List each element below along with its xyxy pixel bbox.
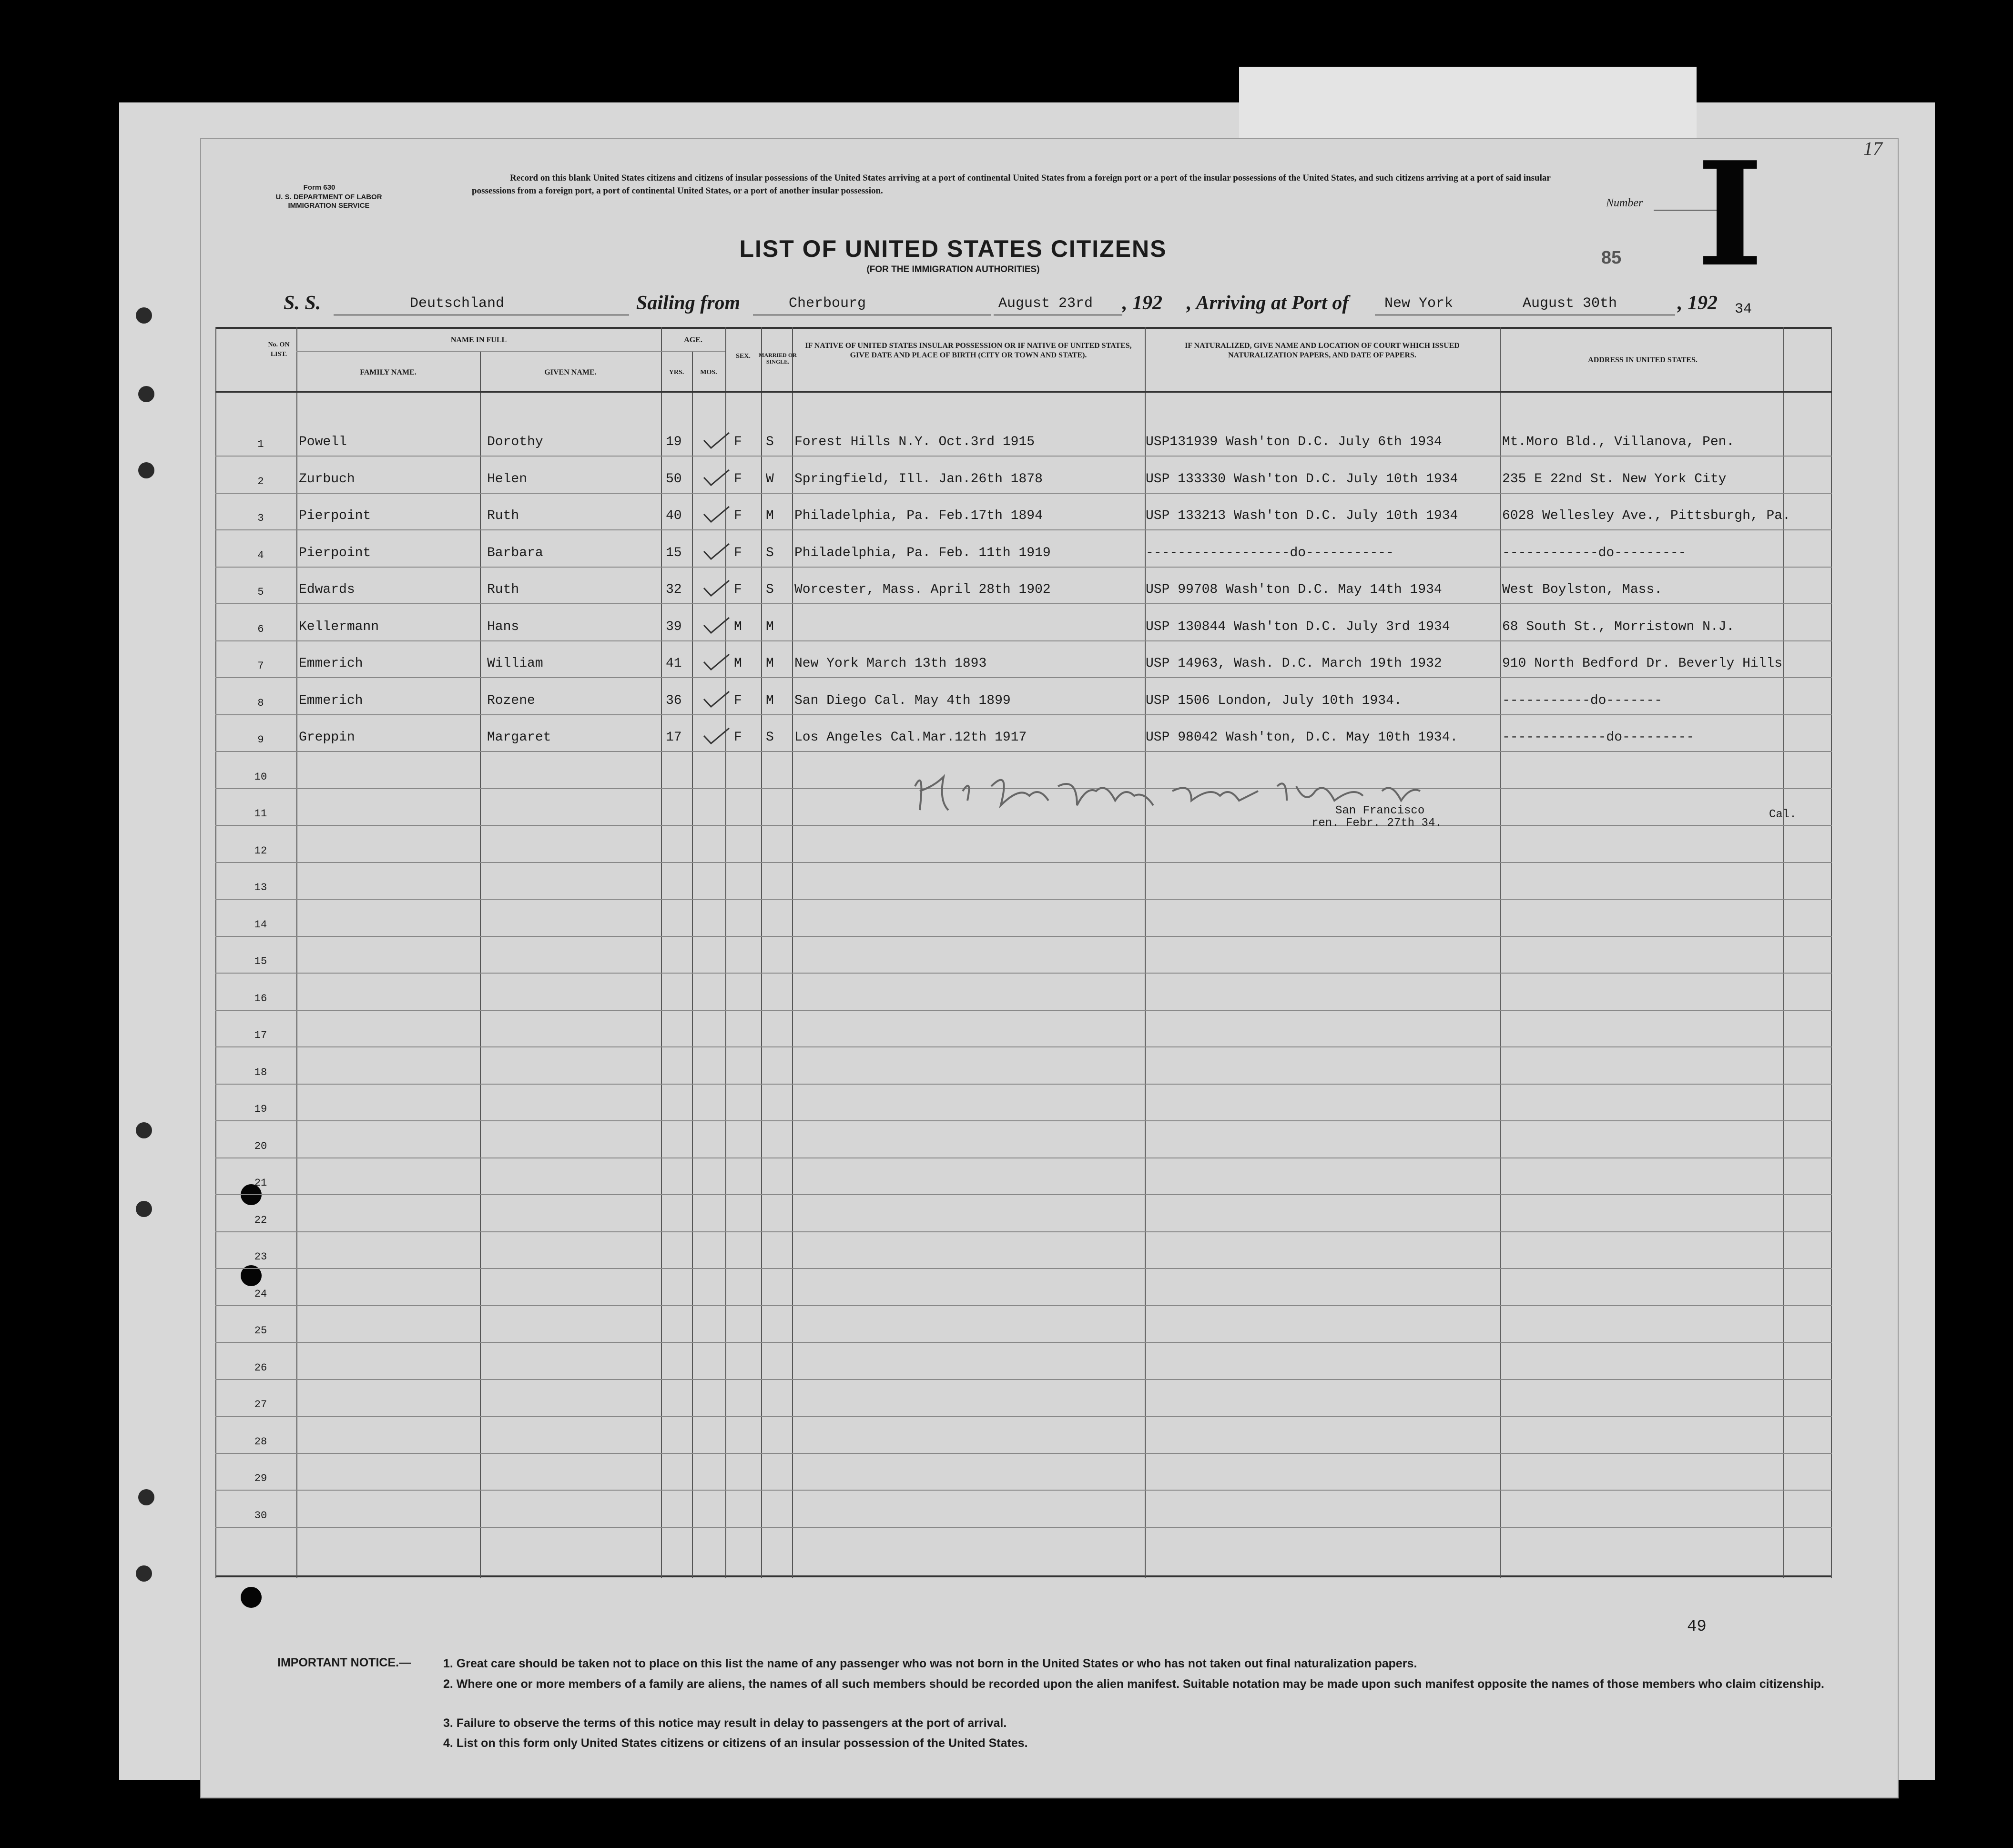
- header-no-on-list: No. ON LIST.: [268, 341, 290, 358]
- list-letter: I: [1697, 130, 1764, 298]
- cell-sex: F: [734, 471, 742, 487]
- arrival-year: , 192: [1678, 292, 1718, 314]
- cell-yrs: 17: [666, 730, 682, 745]
- cell-addr: 68 South St., Morristown N.J.: [1502, 619, 1735, 634]
- cell-birth: Springfield, Ill. Jan.26th 1878: [794, 471, 1043, 487]
- cell-ms: S: [766, 435, 774, 449]
- row-rule: [215, 1010, 1832, 1011]
- row-rule: [215, 1305, 1832, 1306]
- row-rule: [215, 751, 1832, 752]
- binder-hole: [136, 307, 152, 324]
- row-number: 7: [257, 660, 264, 672]
- row-number: 18: [254, 1066, 267, 1078]
- corner-mark: 17: [1863, 138, 1882, 159]
- binder-hole: [138, 462, 154, 478]
- header-family-name: FAMILY NAME.: [360, 368, 417, 376]
- check-mark-icon: [702, 431, 730, 450]
- cell-ms: W: [766, 471, 774, 487]
- row-number: 12: [254, 844, 267, 857]
- row-number: 13: [254, 882, 267, 894]
- row-number: 21: [254, 1177, 267, 1189]
- cell-addr: 235 E 22nd St. New York City: [1502, 471, 1727, 487]
- cell-sex: F: [734, 435, 742, 449]
- number-label: Number: [1606, 197, 1643, 209]
- row-number: 29: [254, 1472, 267, 1484]
- row-rule: [215, 1268, 1832, 1269]
- row-number: 19: [254, 1103, 267, 1115]
- cell-family: Kellermann: [299, 619, 379, 634]
- row-number: 1: [257, 438, 264, 450]
- row6-court-location: San Francisco: [1335, 804, 1425, 817]
- cell-nat: USP 14963, Wash. D.C. March 19th 1932: [1146, 656, 1442, 671]
- cell-family: Pierpoint: [299, 545, 371, 560]
- record-instructions: Record on this blank United States citizens and citizens of insular possessions of the United States arriving at a port of continental United States from a foreign port or a port of the insular possessions of the United States, and such citizens arriving at a port of said insular possessions from a foreign port, a port of continental United States, or a port of another insular possession.: [472, 173, 1551, 196]
- binder-hole: [136, 1122, 152, 1138]
- check-mark-icon: [702, 468, 730, 487]
- row-rule: [215, 973, 1832, 974]
- cell-nat: USP131939 Wash'ton D.C. July 6th 1934: [1146, 435, 1442, 449]
- row-number: 23: [254, 1251, 267, 1263]
- row-number: 15: [254, 955, 267, 967]
- cell-ms: S: [766, 582, 774, 597]
- row-rule: [215, 529, 1832, 530]
- row-number: 11: [254, 808, 267, 820]
- cell-birth: Los Angeles Cal.Mar.12th 1917: [794, 730, 1027, 745]
- cell-ms: M: [766, 619, 774, 634]
- row7-state-note: Cal.: [1769, 808, 1797, 821]
- binder-hole: [136, 1565, 152, 1582]
- row-rule: [215, 677, 1832, 678]
- cell-nat: ------------------do-----------: [1146, 545, 1394, 560]
- cell-yrs: 15: [666, 545, 682, 560]
- row-number: 24: [254, 1288, 267, 1300]
- cell-sex: M: [734, 656, 742, 671]
- row-rule: [215, 603, 1832, 604]
- cell-nat: USP 133213 Wash'ton D.C. July 10th 1934: [1146, 508, 1458, 523]
- row-rule: [215, 493, 1832, 494]
- check-mark-icon: [702, 505, 730, 524]
- cell-addr: Mt.Moro Bld., Villanova, Pen.: [1502, 435, 1735, 449]
- sail-year: , 192: [1122, 292, 1162, 314]
- cell-nat: USP 133330 Wash'ton D.C. July 10th 1934: [1146, 471, 1458, 487]
- row6-renewal-note: ren. Febr. 27th 34.: [1312, 817, 1442, 830]
- row-rule: [215, 456, 1832, 457]
- stamp-number: 85: [1601, 248, 1622, 268]
- cell-birth: San Diego Cal. May 4th 1899: [794, 693, 1011, 708]
- row-rule: [215, 1084, 1832, 1085]
- service-name: IMMIGRATION SERVICE: [288, 202, 370, 210]
- cell-given: Margaret: [487, 730, 551, 745]
- header-address: ADDRESS IN UNITED STATES.: [1588, 356, 1698, 364]
- notice-label: IMPORTANT NOTICE.—: [277, 1656, 411, 1669]
- cell-yrs: 41: [666, 656, 682, 671]
- row-number: 14: [254, 918, 267, 931]
- page-subtitle: (FOR THE IMMIGRATION AUTHORITIES): [866, 264, 1040, 274]
- row-rule: [215, 567, 1832, 568]
- page-number: 49: [1687, 1618, 1707, 1636]
- row-number: 16: [254, 992, 267, 1005]
- row-rule: [215, 1194, 1832, 1195]
- department-name: U. S. DEPARTMENT OF LABOR: [275, 193, 382, 201]
- notice-item-1: 1. Great care should be taken not to place on this list the name of any passenger who was not born in the United States or who has not taken out final naturalization papers.: [443, 1657, 1417, 1670]
- cell-birth: Worcester, Mass. April 28th 1902: [794, 582, 1051, 597]
- row-number: 22: [254, 1214, 267, 1226]
- row-rule: [215, 1527, 1832, 1528]
- cell-nat: USP 1506 London, July 10th 1934.: [1146, 693, 1402, 708]
- cell-addr: -------------do---------: [1502, 730, 1695, 745]
- cell-yrs: 32: [666, 582, 682, 597]
- cell-family: Greppin: [299, 730, 355, 745]
- binder-hole: [138, 386, 154, 402]
- header-mos: MOS.: [700, 369, 717, 376]
- cell-ms: M: [766, 693, 774, 708]
- cell-birth: Philadelphia, Pa. Feb.17th 1894: [794, 508, 1043, 523]
- row-number: 25: [254, 1325, 267, 1337]
- cell-family: Pierpoint: [299, 508, 371, 523]
- binder-hole: [241, 1587, 262, 1608]
- cell-given: Ruth: [487, 582, 519, 597]
- row-number: 27: [254, 1399, 267, 1411]
- cell-ms: S: [766, 730, 774, 745]
- cell-ms: M: [766, 508, 774, 523]
- notice-item-2: 2. Where one or more members of a family are aliens, the names of all such members should be recorded upon the alien manifest. Suitable notation may be made upon such manifest opposite the names of those members who claim citizenship.: [443, 1677, 1824, 1691]
- cell-given: Rozene: [487, 693, 535, 708]
- cell-sex: M: [734, 619, 742, 634]
- ship-name: Deutschland: [410, 295, 505, 312]
- page-title: LIST OF UNITED STATES CITIZENS: [739, 235, 1167, 262]
- header-given-name: GIVEN NAME.: [544, 368, 597, 376]
- sail-date: August 23rd: [998, 295, 1093, 312]
- row-number: 30: [254, 1509, 267, 1522]
- sailing-label: Sailing from: [636, 292, 741, 314]
- cell-birth: Forest Hills N.Y. Oct.3rd 1915: [794, 435, 1035, 449]
- row-number: 5: [257, 586, 264, 598]
- cell-addr: West Boylston, Mass.: [1502, 582, 1663, 597]
- row-rule: [215, 1416, 1832, 1417]
- binder-hole: [136, 1201, 152, 1217]
- arriving-label: , Arriving at Port of: [1187, 292, 1349, 314]
- row-rule: [215, 1046, 1832, 1047]
- departure-port: Cherbourg: [789, 295, 866, 312]
- row-rule: [215, 936, 1832, 937]
- notice-item-3: 3. Failure to observe the terms of this notice may result in delay to passengers at the port of arrival.: [443, 1716, 1007, 1730]
- check-mark-icon: [702, 579, 730, 598]
- header-married-or-single: MARRIED OR SINGLE.: [759, 352, 797, 365]
- binder-hole: [138, 1489, 154, 1505]
- cell-sex: F: [734, 582, 742, 597]
- row-number: 26: [254, 1361, 267, 1374]
- cell-yrs: 50: [666, 471, 682, 487]
- row-rule: [215, 1342, 1832, 1343]
- arrival-year-suffix: 34: [1735, 301, 1752, 317]
- cell-ms: M: [766, 656, 774, 671]
- row-rule: [215, 825, 1832, 826]
- row-rule: [215, 862, 1832, 863]
- cell-given: Hans: [487, 619, 519, 634]
- row-rule: [215, 1490, 1832, 1491]
- row-number: 6: [257, 623, 264, 635]
- header-sex: SEX.: [736, 353, 751, 360]
- cell-nat: USP 130844 Wash'ton D.C. July 3rd 1934: [1146, 619, 1450, 634]
- cell-sex: F: [734, 693, 742, 708]
- cell-family: Zurbuch: [299, 471, 355, 487]
- check-mark-icon: [702, 726, 730, 745]
- citizen-table: [215, 327, 1832, 1578]
- row-number: 28: [254, 1435, 267, 1448]
- cell-sex: F: [734, 730, 742, 745]
- row-rule: [215, 1379, 1832, 1380]
- row-number: 8: [257, 697, 264, 709]
- row-number: 10: [254, 771, 267, 783]
- cell-addr: ------------do---------: [1502, 545, 1687, 560]
- check-mark-icon: [702, 542, 730, 561]
- row-number: 2: [257, 475, 264, 487]
- check-mark-icon: [702, 616, 730, 635]
- cell-sex: F: [734, 508, 742, 523]
- cell-addr: -----------do-------: [1502, 693, 1663, 708]
- notice-item-4: 4. List on this form only United States citizens or citizens of an insular possession of the United States.: [443, 1736, 1028, 1750]
- cell-sex: F: [734, 545, 742, 560]
- row-number: 20: [254, 1140, 267, 1152]
- cell-yrs: 36: [666, 693, 682, 708]
- header-naturalized: IF NATURALIZED, GIVE NAME AND LOCATION OF COURT WHICH ISSUED NATURALIZATION PAPERS, AND DATE OF PAPERS.: [1185, 342, 1460, 359]
- arrival-port: New York: [1384, 295, 1454, 312]
- cell-yrs: 39: [666, 619, 682, 634]
- cell-family: Emmerich: [299, 693, 363, 708]
- header-name-in-full: NAME IN FULL: [450, 336, 507, 344]
- header-yrs: YRS.: [669, 369, 684, 376]
- cell-addr: 910 North Bedford Dr. Beverly Hills: [1502, 656, 1783, 671]
- row-number: 4: [257, 549, 264, 561]
- cell-given: Dorothy: [487, 435, 543, 449]
- inspector-signature: [905, 758, 1477, 824]
- cell-given: Ruth: [487, 508, 519, 523]
- check-mark-icon: [702, 690, 730, 709]
- cell-given: Helen: [487, 471, 528, 487]
- check-mark-icon: [702, 652, 730, 671]
- row-rule: [215, 640, 1832, 641]
- cell-nat: USP 99708 Wash'ton D.C. May 14th 1934: [1146, 582, 1442, 597]
- row-rule: [215, 714, 1832, 715]
- header-birth: IF NATIVE OF UNITED STATES INSULAR POSSESSION OR IF NATIVE OF UNITED STATES, GIVE DATE AND PLACE OF BIRTH (CITY OR TOWN AND STATE).: [805, 342, 1132, 359]
- row-number: 9: [257, 734, 264, 746]
- cell-birth: Philadelphia, Pa. Feb. 11th 1919: [794, 545, 1051, 560]
- cell-given: William: [487, 656, 543, 671]
- row-rule: [215, 1453, 1832, 1454]
- form-number: Form 630: [303, 183, 336, 192]
- ss-label: S. S.: [284, 292, 321, 314]
- cell-nat: USP 98042 Wash'ton, D.C. May 10th 1934.: [1146, 730, 1458, 745]
- cell-given: Barbara: [487, 545, 543, 560]
- row-number: 17: [254, 1029, 267, 1041]
- row-number: 3: [257, 512, 264, 524]
- cell-addr: 6028 Wellesley Ave., Pittsburgh, Pa.: [1502, 508, 1790, 523]
- cell-birth: New York March 13th 1893: [794, 656, 987, 671]
- cell-family: Edwards: [299, 582, 355, 597]
- row-rule: [215, 899, 1832, 900]
- cell-family: Powell: [299, 435, 347, 449]
- header-age: AGE.: [684, 336, 702, 344]
- row-rule: [215, 1231, 1832, 1232]
- cell-yrs: 19: [666, 435, 682, 449]
- row-rule: [215, 1120, 1832, 1121]
- cell-family: Emmerich: [299, 656, 363, 671]
- cell-ms: S: [766, 545, 774, 560]
- arrival-date: August 30th: [1523, 295, 1617, 312]
- cell-yrs: 40: [666, 508, 682, 523]
